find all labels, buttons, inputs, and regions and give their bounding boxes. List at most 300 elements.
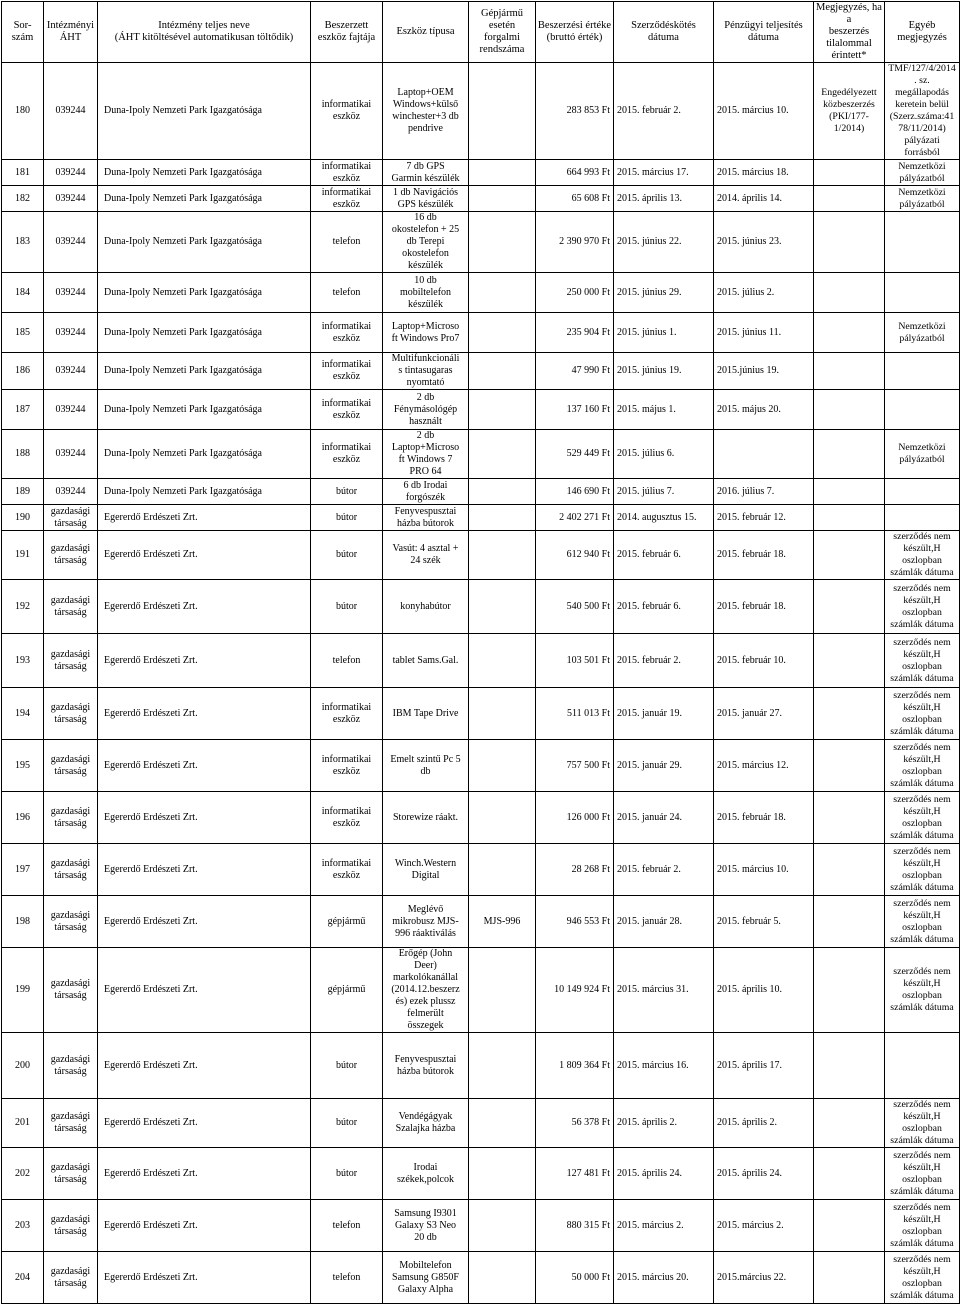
payment-date-cell: 2015. július 2. [714,273,814,313]
ban-note-cell [814,273,885,313]
asset-kind-cell: telefon [311,1200,383,1252]
asset-type-cell: IBM Tape Drive [383,688,469,740]
table-row [2,160,960,186]
value-cell: 2 390 970 Ft [536,212,614,273]
other-note-cell: szerződés nem készült,H oszlopban számlák dátuma [885,1099,960,1148]
other-note-cell [885,505,960,531]
plate-cell [469,580,536,634]
row-number: 204 [2,1252,44,1304]
value-cell: 1 809 364 Ft [536,1033,614,1099]
institution-name-cell: Duna-Ipoly Nemzeti Park Igazgatósága [98,390,311,430]
asset-type-cell: konyhabútor [383,580,469,634]
asset-kind-cell: informatikai eszköz [311,353,383,390]
asset-type-cell: 1 db Navigációs GPS készülék [383,186,469,212]
asset-type-cell: 7 db GPS Garmin készülék [383,160,469,186]
contract-date-cell: 2015. április 24. [614,1148,714,1200]
header-other-note: Egyéb megjegyzés [885,2,960,63]
ban-note-cell [814,212,885,273]
value-cell: 946 553 Ft [536,896,614,948]
asset-kind-cell: telefon [311,634,383,688]
asset-type-cell: 2 db Laptop+Microso ft Windows 7 PRO 64 [383,430,469,479]
plate-cell [469,1200,536,1252]
institution-name-cell: Duna-Ipoly Nemzeti Park Igazgatósága [98,313,311,353]
institution-name-cell: Egererdő Erdészeti Zrt. [98,1252,311,1304]
other-note-cell [885,479,960,505]
institution-name-cell: Duna-Ipoly Nemzeti Park Igazgatósága [98,63,311,160]
header-asset-kind: Beszerzett eszköz fajtája [311,2,383,63]
aht-cell: gazdasági társaság [44,531,98,580]
ban-note-cell [814,948,885,1033]
other-note-cell: szerződés nem készült,H oszlopban számlák dátuma [885,792,960,844]
asset-type-cell: Irodai székek,polcok [383,1148,469,1200]
table-row [2,740,960,792]
ban-note-cell [814,430,885,479]
other-note-cell: szerződés nem készült,H oszlopban számlák dátuma [885,634,960,688]
other-note-cell: szerződés nem készült,H oszlopban számlák dátuma [885,1252,960,1304]
plate-cell [469,505,536,531]
contract-date-cell: 2015. június 19. [614,353,714,390]
payment-date-cell: 2015. június 11. [714,313,814,353]
row-number: 182 [2,186,44,212]
contract-date-cell: 2015. március 16. [614,1033,714,1099]
row-number: 188 [2,430,44,479]
table-row [2,430,960,479]
asset-type-cell: Multifunkcionáli s tintasugaras nyomtató [383,353,469,390]
header-row [2,2,960,63]
asset-kind-cell: informatikai eszköz [311,63,383,160]
value-cell: 757 500 Ft [536,740,614,792]
aht-cell: gazdasági társaság [44,1252,98,1304]
ban-note-cell [814,479,885,505]
plate-cell [469,688,536,740]
value-cell: 880 315 Ft [536,1200,614,1252]
row-number: 196 [2,792,44,844]
row-number: 197 [2,844,44,896]
table-row [2,63,960,160]
row-number: 187 [2,390,44,430]
value-cell: 28 268 Ft [536,844,614,896]
row-number: 194 [2,688,44,740]
institution-name-cell: Egererdő Erdészeti Zrt. [98,1148,311,1200]
header-contract-date: Szerződéskötés dátuma [614,2,714,63]
asset-type-cell: Winch.Western Digital [383,844,469,896]
plate-cell [469,353,536,390]
ban-note-cell [814,1200,885,1252]
institution-name-cell: Egererdő Erdészeti Zrt. [98,740,311,792]
institution-name-cell: Egererdő Erdészeti Zrt. [98,1200,311,1252]
payment-date-cell: 2015. május 20. [714,390,814,430]
value-cell: 10 149 924 Ft [536,948,614,1033]
header-ban-note: Megjegyzés, ha a beszerzés tilalommal érintett* [814,2,885,63]
aht-cell: 039244 [44,160,98,186]
value-cell: 664 993 Ft [536,160,614,186]
payment-date-cell [714,430,814,479]
plate-cell [469,212,536,273]
other-note-cell: szerződés nem készült,H oszlopban számlák dátuma [885,948,960,1033]
asset-kind-cell: informatikai eszköz [311,430,383,479]
row-number: 189 [2,479,44,505]
payment-date-cell: 2016. július 7. [714,479,814,505]
payment-date-cell: 2015. január 27. [714,688,814,740]
table-row [2,212,960,273]
other-note-cell [885,273,960,313]
plate-cell [469,531,536,580]
aht-cell: gazdasági társaság [44,1200,98,1252]
header-institution-name: Intézmény teljes neve (ÁHT kitöltésével automatikusan töltődik) [98,2,311,63]
plate-cell: MJS-996 [469,896,536,948]
aht-cell: gazdasági társaság [44,688,98,740]
other-note-cell: szerződés nem készült,H oszlopban számlák dátuma [885,1148,960,1200]
institution-name-cell: Egererdő Erdészeti Zrt. [98,688,311,740]
contract-date-cell: 2015. május 1. [614,390,714,430]
table-row [2,844,960,896]
asset-type-cell: Mobiltelefon Samsung G850F Galaxy Alpha [383,1252,469,1304]
value-cell: 2 402 271 Ft [536,505,614,531]
plate-cell [469,63,536,160]
row-number: 199 [2,948,44,1033]
value-cell: 612 940 Ft [536,531,614,580]
aht-cell: gazdasági társaság [44,792,98,844]
aht-cell: 039244 [44,353,98,390]
table-row [2,186,960,212]
contract-date-cell: 2015. június 1. [614,313,714,353]
contract-date-cell: 2015. január 24. [614,792,714,844]
plate-cell [469,948,536,1033]
asset-type-cell: tablet Sams.Gal. [383,634,469,688]
asset-kind-cell: informatikai eszköz [311,390,383,430]
table-row [2,390,960,430]
plate-cell [469,1099,536,1148]
other-note-cell: szerződés nem készült,H oszlopban számlák dátuma [885,531,960,580]
payment-date-cell: 2015. március 10. [714,63,814,160]
contract-date-cell: 2015. február 2. [614,634,714,688]
value-cell: 50 000 Ft [536,1252,614,1304]
ban-note-cell [814,160,885,186]
contract-date-cell: 2015. március 20. [614,1252,714,1304]
header-row-number: Sor- szám [2,2,44,63]
institution-name-cell: Egererdő Erdészeti Zrt. [98,580,311,634]
row-number: 191 [2,531,44,580]
asset-type-cell: Fenyvespusztai házba bútorok [383,1033,469,1099]
value-cell: 127 481 Ft [536,1148,614,1200]
contract-date-cell: 2015. június 22. [614,212,714,273]
asset-kind-cell: bútor [311,479,383,505]
institution-name-cell: Duna-Ipoly Nemzeti Park Igazgatósága [98,479,311,505]
row-number: 192 [2,580,44,634]
ban-note-cell [814,390,885,430]
value-cell: 126 000 Ft [536,792,614,844]
contract-date-cell: 2015. január 29. [614,740,714,792]
payment-date-cell: 2015. február 18. [714,531,814,580]
contract-date-cell: 2014. augusztus 15. [614,505,714,531]
ban-note-cell [814,353,885,390]
asset-kind-cell: informatikai eszköz [311,313,383,353]
table-row [2,1033,960,1099]
value-cell: 137 160 Ft [536,390,614,430]
aht-cell: gazdasági társaság [44,1099,98,1148]
asset-kind-cell: telefon [311,212,383,273]
ban-note-cell [814,1033,885,1099]
contract-date-cell: 2015. július 6. [614,430,714,479]
asset-kind-cell: bútor [311,1148,383,1200]
institution-name-cell: Egererdő Erdészeti Zrt. [98,1033,311,1099]
plate-cell [469,430,536,479]
aht-cell: gazdasági társaság [44,844,98,896]
payment-date-cell: 2014. április 14. [714,186,814,212]
other-note-cell: szerződés nem készült,H oszlopban számlák dátuma [885,1200,960,1252]
other-note-cell: TMF/127/4/2014 . sz. megállapodás keretein belül (Szerz.száma:41 78/11/2014) pályázati forrásból [885,63,960,160]
row-number: 200 [2,1033,44,1099]
aht-cell: gazdasági társaság [44,1033,98,1099]
asset-type-cell: 16 db okostelefon + 25 db Terepi okostelefon készülék [383,212,469,273]
asset-kind-cell: gépjármű [311,896,383,948]
value-cell: 103 501 Ft [536,634,614,688]
payment-date-cell: 2015. március 12. [714,740,814,792]
contract-date-cell: 2015. július 7. [614,479,714,505]
asset-kind-cell: bútor [311,1033,383,1099]
header-value: Beszerzési értéke (bruttó érték) [536,2,614,63]
table-row [2,948,960,1033]
payment-date-cell: 2015. március 2. [714,1200,814,1252]
asset-kind-cell: bútor [311,1099,383,1148]
asset-kind-cell: bútor [311,580,383,634]
aht-cell: gazdasági társaság [44,1148,98,1200]
value-cell: 47 990 Ft [536,353,614,390]
plate-cell [469,479,536,505]
other-note-cell: szerződés nem készült,H oszlopban számlák dátuma [885,896,960,948]
value-cell: 235 904 Ft [536,313,614,353]
asset-kind-cell: informatikai eszköz [311,844,383,896]
ban-note-cell [814,531,885,580]
procurement-table [1,1,960,1304]
plate-cell [469,740,536,792]
row-number: 181 [2,160,44,186]
aht-cell: gazdasági társaság [44,580,98,634]
institution-name-cell: Duna-Ipoly Nemzeti Park Igazgatósága [98,186,311,212]
value-cell: 540 500 Ft [536,580,614,634]
other-note-cell: Nemzetközi pályázatból [885,160,960,186]
aht-cell: 039244 [44,273,98,313]
table-row [2,1200,960,1252]
aht-cell: gazdasági társaság [44,634,98,688]
aht-cell: 039244 [44,313,98,353]
table-row [2,273,960,313]
ban-note-cell [814,634,885,688]
value-cell: 529 449 Ft [536,430,614,479]
ban-note-cell [814,792,885,844]
payment-date-cell: 2015. február 18. [714,792,814,844]
row-number: 195 [2,740,44,792]
asset-kind-cell: informatikai eszköz [311,186,383,212]
asset-kind-cell: bútor [311,505,383,531]
table-body [2,63,960,1304]
payment-date-cell: 2015. február 12. [714,505,814,531]
aht-cell: gazdasági társaság [44,740,98,792]
value-cell: 283 853 Ft [536,63,614,160]
ban-note-cell [814,844,885,896]
contract-date-cell: 2015. március 17. [614,160,714,186]
asset-type-cell: Fenyvespusztai házba bútorok [383,505,469,531]
institution-name-cell: Egererdő Erdészeti Zrt. [98,634,311,688]
ban-note-cell: Engedélyezett közbeszerzés (PKI/177- 1/2014) [814,63,885,160]
payment-date-cell: 2015. április 17. [714,1033,814,1099]
asset-type-cell: Vendégágyak Szalajka házba [383,1099,469,1148]
institution-name-cell: Egererdő Erdészeti Zrt. [98,792,311,844]
header-payment-date: Pénzügyi teljesítés dátuma [714,2,814,63]
other-note-cell [885,390,960,430]
contract-date-cell: 2015. március 2. [614,1200,714,1252]
institution-name-cell: Egererdő Erdészeti Zrt. [98,531,311,580]
plate-cell [469,186,536,212]
table-row [2,353,960,390]
table-row [2,313,960,353]
other-note-cell [885,1033,960,1099]
aht-cell: 039244 [44,390,98,430]
row-number: 185 [2,313,44,353]
aht-cell: gazdasági társaság [44,505,98,531]
asset-kind-cell: telefon [311,1252,383,1304]
contract-date-cell: 2015. február 6. [614,580,714,634]
plate-cell [469,634,536,688]
other-note-cell: Nemzetközi pályázatból [885,313,960,353]
plate-cell [469,1148,536,1200]
asset-type-cell: Meglévő mikrobusz MJS- 996 ráaktiválás [383,896,469,948]
payment-date-cell: 2015. február 5. [714,896,814,948]
payment-date-cell: 2015. április 24. [714,1148,814,1200]
ban-note-cell [814,1148,885,1200]
contract-date-cell: 2015. február 2. [614,63,714,160]
aht-cell: gazdasági társaság [44,896,98,948]
table-row [2,580,960,634]
table-row [2,505,960,531]
table-row [2,792,960,844]
row-number: 183 [2,212,44,273]
payment-date-cell: 2015. március 10. [714,844,814,896]
row-number: 190 [2,505,44,531]
table-row [2,688,960,740]
institution-name-cell: Duna-Ipoly Nemzeti Park Igazgatósága [98,273,311,313]
row-number: 186 [2,353,44,390]
asset-type-cell: 6 db Irodai forgószék [383,479,469,505]
row-number: 184 [2,273,44,313]
ban-note-cell [814,1099,885,1148]
value-cell: 511 013 Ft [536,688,614,740]
ban-note-cell [814,505,885,531]
table-row [2,896,960,948]
contract-date-cell: 2015. április 2. [614,1099,714,1148]
other-note-cell: szerződés nem készült,H oszlopban számlák dátuma [885,580,960,634]
payment-date-cell: 2015. február 10. [714,634,814,688]
contract-date-cell: 2015. június 29. [614,273,714,313]
asset-type-cell: Erőgép (John Deer) markolókanállal (2014.12.beszerz és) ezek plussz felmerült összegek [383,948,469,1033]
institution-name-cell: Egererdő Erdészeti Zrt. [98,1099,311,1148]
ban-note-cell [814,740,885,792]
payment-date-cell: 2015. március 18. [714,160,814,186]
contract-date-cell: 2015. február 2. [614,844,714,896]
institution-name-cell: Egererdő Erdészeti Zrt. [98,948,311,1033]
row-number: 198 [2,896,44,948]
ban-note-cell [814,688,885,740]
aht-cell: 039244 [44,186,98,212]
payment-date-cell: 2015.június 19. [714,353,814,390]
plate-cell [469,844,536,896]
value-cell: 250 000 Ft [536,273,614,313]
payment-date-cell: 2015.március 22. [714,1252,814,1304]
asset-type-cell: Laptop+Microso ft Windows Pro7 [383,313,469,353]
contract-date-cell: 2015. április 13. [614,186,714,212]
other-note-cell: Nemzetközi pályázatból [885,430,960,479]
aht-cell: gazdasági társaság [44,948,98,1033]
aht-cell: 039244 [44,430,98,479]
table-row [2,479,960,505]
plate-cell [469,313,536,353]
other-note-cell: szerződés nem készült,H oszlopban számlák dátuma [885,688,960,740]
asset-kind-cell: bútor [311,531,383,580]
row-number: 180 [2,63,44,160]
institution-name-cell: Duna-Ipoly Nemzeti Park Igazgatósága [98,212,311,273]
institution-name-cell: Duna-Ipoly Nemzeti Park Igazgatósága [98,430,311,479]
ban-note-cell [814,580,885,634]
aht-cell: 039244 [44,212,98,273]
asset-kind-cell: informatikai eszköz [311,688,383,740]
contract-date-cell: 2015. január 28. [614,896,714,948]
header-asset-type: Eszköz típusa [383,2,469,63]
header-aht: Intézményi ÁHT [44,2,98,63]
institution-name-cell: Duna-Ipoly Nemzeti Park Igazgatósága [98,353,311,390]
row-number: 202 [2,1148,44,1200]
ban-note-cell [814,313,885,353]
payment-date-cell: 2015. június 23. [714,212,814,273]
table-row [2,1148,960,1200]
asset-type-cell: Laptop+OEM Windows+külső winchester+3 db pendrive [383,63,469,160]
institution-name-cell: Egererdő Erdészeti Zrt. [98,844,311,896]
payment-date-cell: 2015. április 10. [714,948,814,1033]
table-row [2,1099,960,1148]
header-plate: Gépjármű esetén forgalmi rendszáma [469,2,536,63]
table-row [2,634,960,688]
plate-cell [469,792,536,844]
payment-date-cell: 2015. február 18. [714,580,814,634]
row-number: 201 [2,1099,44,1148]
contract-date-cell: 2015. március 31. [614,948,714,1033]
value-cell: 65 608 Ft [536,186,614,212]
asset-kind-cell: informatikai eszköz [311,160,383,186]
payment-date-cell: 2015. április 2. [714,1099,814,1148]
contract-date-cell: 2015. február 6. [614,531,714,580]
ban-note-cell [814,186,885,212]
table-row [2,531,960,580]
institution-name-cell: Duna-Ipoly Nemzeti Park Igazgatósága [98,160,311,186]
row-number: 203 [2,1200,44,1252]
asset-kind-cell: telefon [311,273,383,313]
contract-date-cell: 2015. január 19. [614,688,714,740]
institution-name-cell: Egererdő Erdészeti Zrt. [98,505,311,531]
plate-cell [469,273,536,313]
asset-type-cell: 2 db Fénymásológép használt [383,390,469,430]
asset-type-cell: 10 db mobiltelefon készülék [383,273,469,313]
asset-kind-cell: gépjármű [311,948,383,1033]
plate-cell [469,390,536,430]
aht-cell: 039244 [44,479,98,505]
ban-note-cell [814,896,885,948]
asset-kind-cell: informatikai eszköz [311,740,383,792]
aht-cell: 039244 [44,63,98,160]
other-note-cell: Nemzetközi pályázatból [885,186,960,212]
asset-type-cell: Emelt szintű Pc 5 db [383,740,469,792]
row-number: 193 [2,634,44,688]
value-cell: 146 690 Ft [536,479,614,505]
plate-cell [469,160,536,186]
